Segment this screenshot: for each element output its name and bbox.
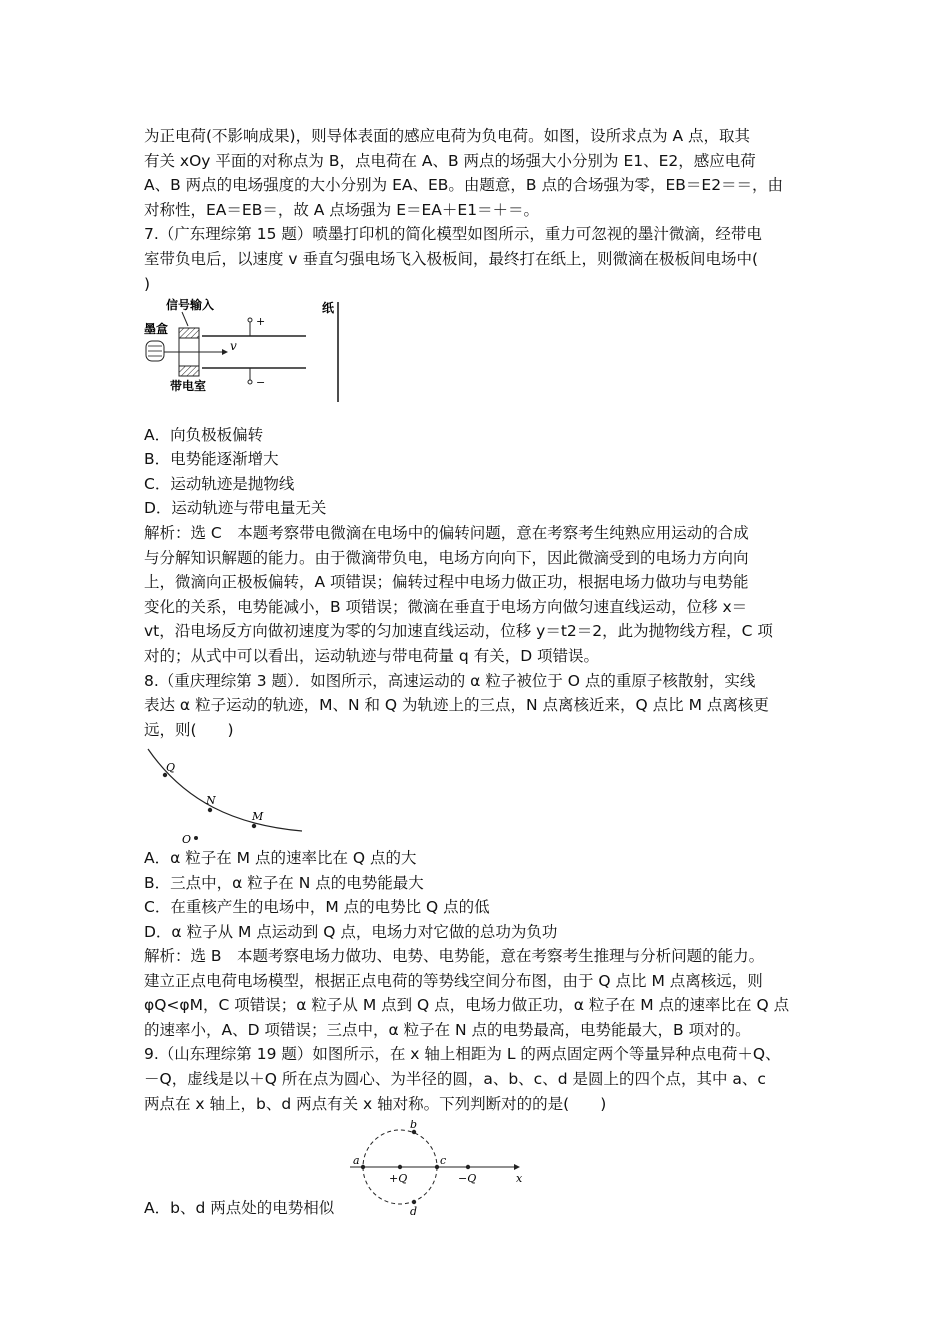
question-9-stem: 两点在 x 轴上，b、d 两点有关 x 轴对称。下列判断对的的是( ) [144, 1094, 607, 1113]
question-7-stem: 7.（广东理综第 15 题）喷墨打印机的简化模型如图所示，重力可忽视的墨汁微滴，经带电 [144, 225, 762, 244]
paragraph-block-2 [144, 521, 814, 742]
point-n-label: N [206, 794, 216, 807]
figure-alpha-trajectory [144, 745, 306, 845]
question-7-stem: ) [144, 274, 151, 293]
q8-option-a: A．α 粒子在 M 点的速率比在 Q 点的大 [144, 849, 417, 867]
q8-option-d: D．α 粒子从 M 点运动到 Q 点，电场力对它做的总功为负功 [144, 923, 558, 941]
q8-option-c: C．在重核产生的电场中，M 点的电势比 Q 点的低 [144, 898, 490, 916]
text-line: 解析：选 C 本题考察带电微滴在电场中的偏转问题，意在考察考生纯熟应用运动的合成 [144, 524, 749, 542]
point-a [361, 1165, 365, 1169]
point-m-label: M [252, 810, 264, 823]
text-line: φQ<φM，C 项错误；α 粒子从 M 点到 Q 点，电场力做正功，α 粒子在 M 点的速率比在 Q 点 [144, 996, 790, 1015]
q7-option-d: D．运动轨迹与带电量无关 [144, 499, 327, 517]
paper-label: 纸 [322, 301, 335, 315]
charge-electrode-top [179, 328, 199, 338]
minus-label: − [256, 376, 266, 389]
paragraph-block-3 [144, 944, 814, 1116]
text-line: 对称性，EA＝EB＝，故 A 点场强为 E＝EA＋E1＝＋＝。 [144, 200, 540, 219]
text-line: 的速率小，A、D 项错误；三点中，α 粒子在 N 点的电势最高，电势能最大，B 项对的。 [144, 1020, 751, 1039]
text-line: vt，沿电场反方向做初速度为零的匀加速直线运动，位移 y＝t2＝2，此为抛物线方程，C 项 [144, 622, 773, 641]
signal-input-label: 信号输入 [166, 298, 215, 312]
question-8-stem: 远，则( ) [144, 720, 234, 739]
velocity-label: v [230, 339, 237, 353]
text-line: 解析：选 B 本题考察电场力做功、电势、电势能，意在考察考生推理与分析问题的能力。 [144, 947, 765, 965]
charge-plus-q-label: +Q [389, 1172, 408, 1185]
question-8-stem: 8.（重庆理综第 3 题）．如图所示，高速运动的 α 粒子被位于 O 点的重原子核散射，实线 [144, 671, 756, 690]
q8-option-b: B．三点中，α 粒子在 N 点的电势能最大 [144, 874, 424, 892]
q7-option-a: A．向负极板偏转 [144, 426, 264, 444]
point-d [412, 1200, 416, 1204]
question-9-stem: 9.（山东理综第 19 题）如图所示，在 x 轴上相距为 L 的两点固定两个等量异种点电荷＋Q、 [144, 1045, 781, 1064]
text-line: 有关 xOy 平面的对称点为 B，点电荷在 A、B 两点的场强大小分别为 E1、E2，感应电荷 [144, 151, 756, 170]
point-q-label: Q [166, 761, 176, 774]
point-d-label: d [410, 1205, 418, 1216]
q9-option-a: A．b、d 两点处的电势相似 [144, 1199, 335, 1217]
charge-minus-q-label: −Q [458, 1172, 477, 1185]
text-line: 建立正点电荷电场模型，根据正点电荷的等势线空间分布图，由于 Q 点比 M 点离核远，则 [144, 971, 763, 990]
text-line: 为正电荷(不影响成果)，则导体表面的感应电荷为负电荷。如图，设所求点为 A 点，取其 [144, 127, 751, 145]
text-line: 变化的关系，电势能减小，B 项错误；微滴在垂直于电场方向做匀速直线运动，位移 x＝ [144, 597, 748, 616]
x-axis-label: x [516, 1172, 523, 1185]
paragraph-block-1 [144, 124, 814, 296]
q7-option-c: C．运动轨迹是抛物线 [144, 475, 295, 493]
charge-electrode-bottom [179, 366, 199, 376]
point-c [435, 1165, 439, 1169]
question-8-stem: 表达 α 粒子运动的轨迹，M、N 和 Q 为轨迹上的三点，N 点离核近来，Q 点比 M 点离核更 [144, 696, 769, 715]
question-7-stem: 室带负电后，以速度 v 垂直匀强电场飞入极板间，最终打在纸上，则微滴在极板间电场中( [144, 249, 759, 268]
ink-box-label: 墨盒 [144, 322, 169, 336]
charge-room-label: 带电室 [170, 379, 207, 393]
point-n [208, 808, 212, 812]
question-9-stem: －Q，虚线是以＋Q 所在点为圆心、为半径的圆，a、b、c、d 是圆上的四个点，其中 a、c [144, 1069, 766, 1088]
point-a-label: a [353, 1154, 360, 1167]
nucleus-o [194, 836, 198, 840]
figure-charges-circle [346, 1120, 530, 1216]
charge-minus-q [466, 1165, 470, 1169]
text-line: 上，微滴向正极板偏转，A 项错误；偏转过程中电场力做正功，根据电场力做功与电势能 [144, 573, 749, 592]
text-line: A、B 两点的电场强度的大小分别为 EA、EB。由题意，B 点的合场强为零，EB＝E2＝＝，由 [144, 176, 784, 195]
plus-label: + [256, 315, 266, 328]
point-b-label: b [410, 1120, 418, 1131]
point-o-label: O [182, 833, 192, 845]
q7-option-b: B．电势能逐渐增大 [144, 450, 279, 468]
text-line: 对的；从式中可以看出，运动轨迹与带电荷量 q 有关，D 项错误。 [144, 646, 600, 665]
charge-plus-q [398, 1165, 402, 1169]
text-line: 与分解知识解题的能力。由于微滴带负电，电场方向向下，因此微滴受到的电场力方向向 [144, 548, 749, 567]
figure-inkjet-printer [142, 296, 352, 406]
point-m [252, 824, 256, 828]
point-c-label: c [440, 1154, 447, 1167]
